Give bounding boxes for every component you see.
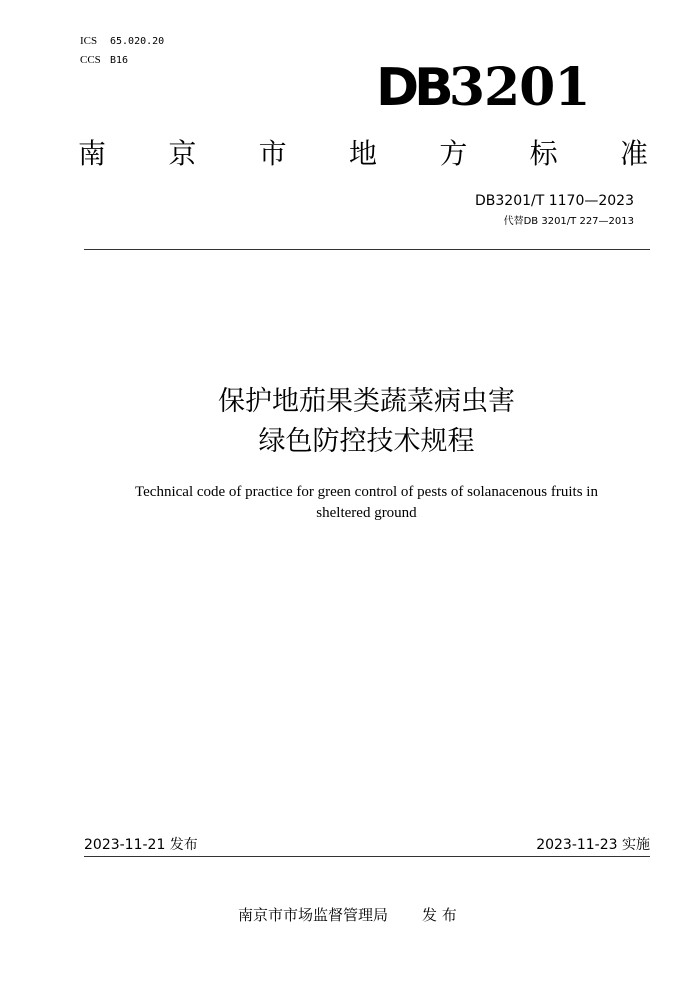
standard-type-char: 标 [529, 137, 558, 170]
publish-date: 2023-11-21 发布 [84, 837, 198, 853]
title-cn-line1: 保护地茄果类蔬菜病虫害 [218, 386, 515, 417]
ics-value: 65.020.20 [110, 36, 165, 47]
db-logo-prefix: DB [376, 58, 449, 118]
ccs-value: B16 [110, 55, 129, 66]
header-divider [84, 249, 650, 250]
issuer-action: 发 布 [422, 906, 457, 924]
document-title-cn [0, 382, 700, 462]
document-title-en [0, 482, 700, 524]
title-en-line2: sheltered ground [316, 505, 417, 521]
standard-number: DB3201/T 1170—2023 [475, 193, 634, 209]
replaced-standard: 代替DB 3201/T 227—2013 [503, 216, 634, 227]
standard-type-char: 地 [348, 137, 377, 170]
ics-classification [80, 34, 164, 49]
effective-date: 2023-11-23 实施 [536, 837, 650, 853]
footer-divider [84, 856, 650, 857]
standard-type-char: 南 [78, 137, 107, 170]
standard-type-char: 市 [258, 137, 287, 170]
standard-type-char: 准 [619, 137, 648, 170]
title-en-line1: Technical code of practice for green control of pests of solanacenous fruits in [135, 484, 598, 500]
ics-label: ICS [80, 35, 98, 47]
standard-type-char: 方 [439, 137, 468, 170]
ccs-classification [80, 53, 128, 68]
ccs-label: CCS [80, 54, 101, 66]
title-cn-line2: 绿色防控技术规程 [258, 426, 475, 457]
standard-type-char: 京 [168, 137, 197, 170]
db-logo [376, 58, 590, 118]
standard-type-heading [78, 136, 648, 172]
issuer-name: 南京市市场监督管理局 [238, 906, 389, 924]
issuing-authority [238, 905, 457, 925]
db-logo-code: 3201 [448, 57, 590, 118]
